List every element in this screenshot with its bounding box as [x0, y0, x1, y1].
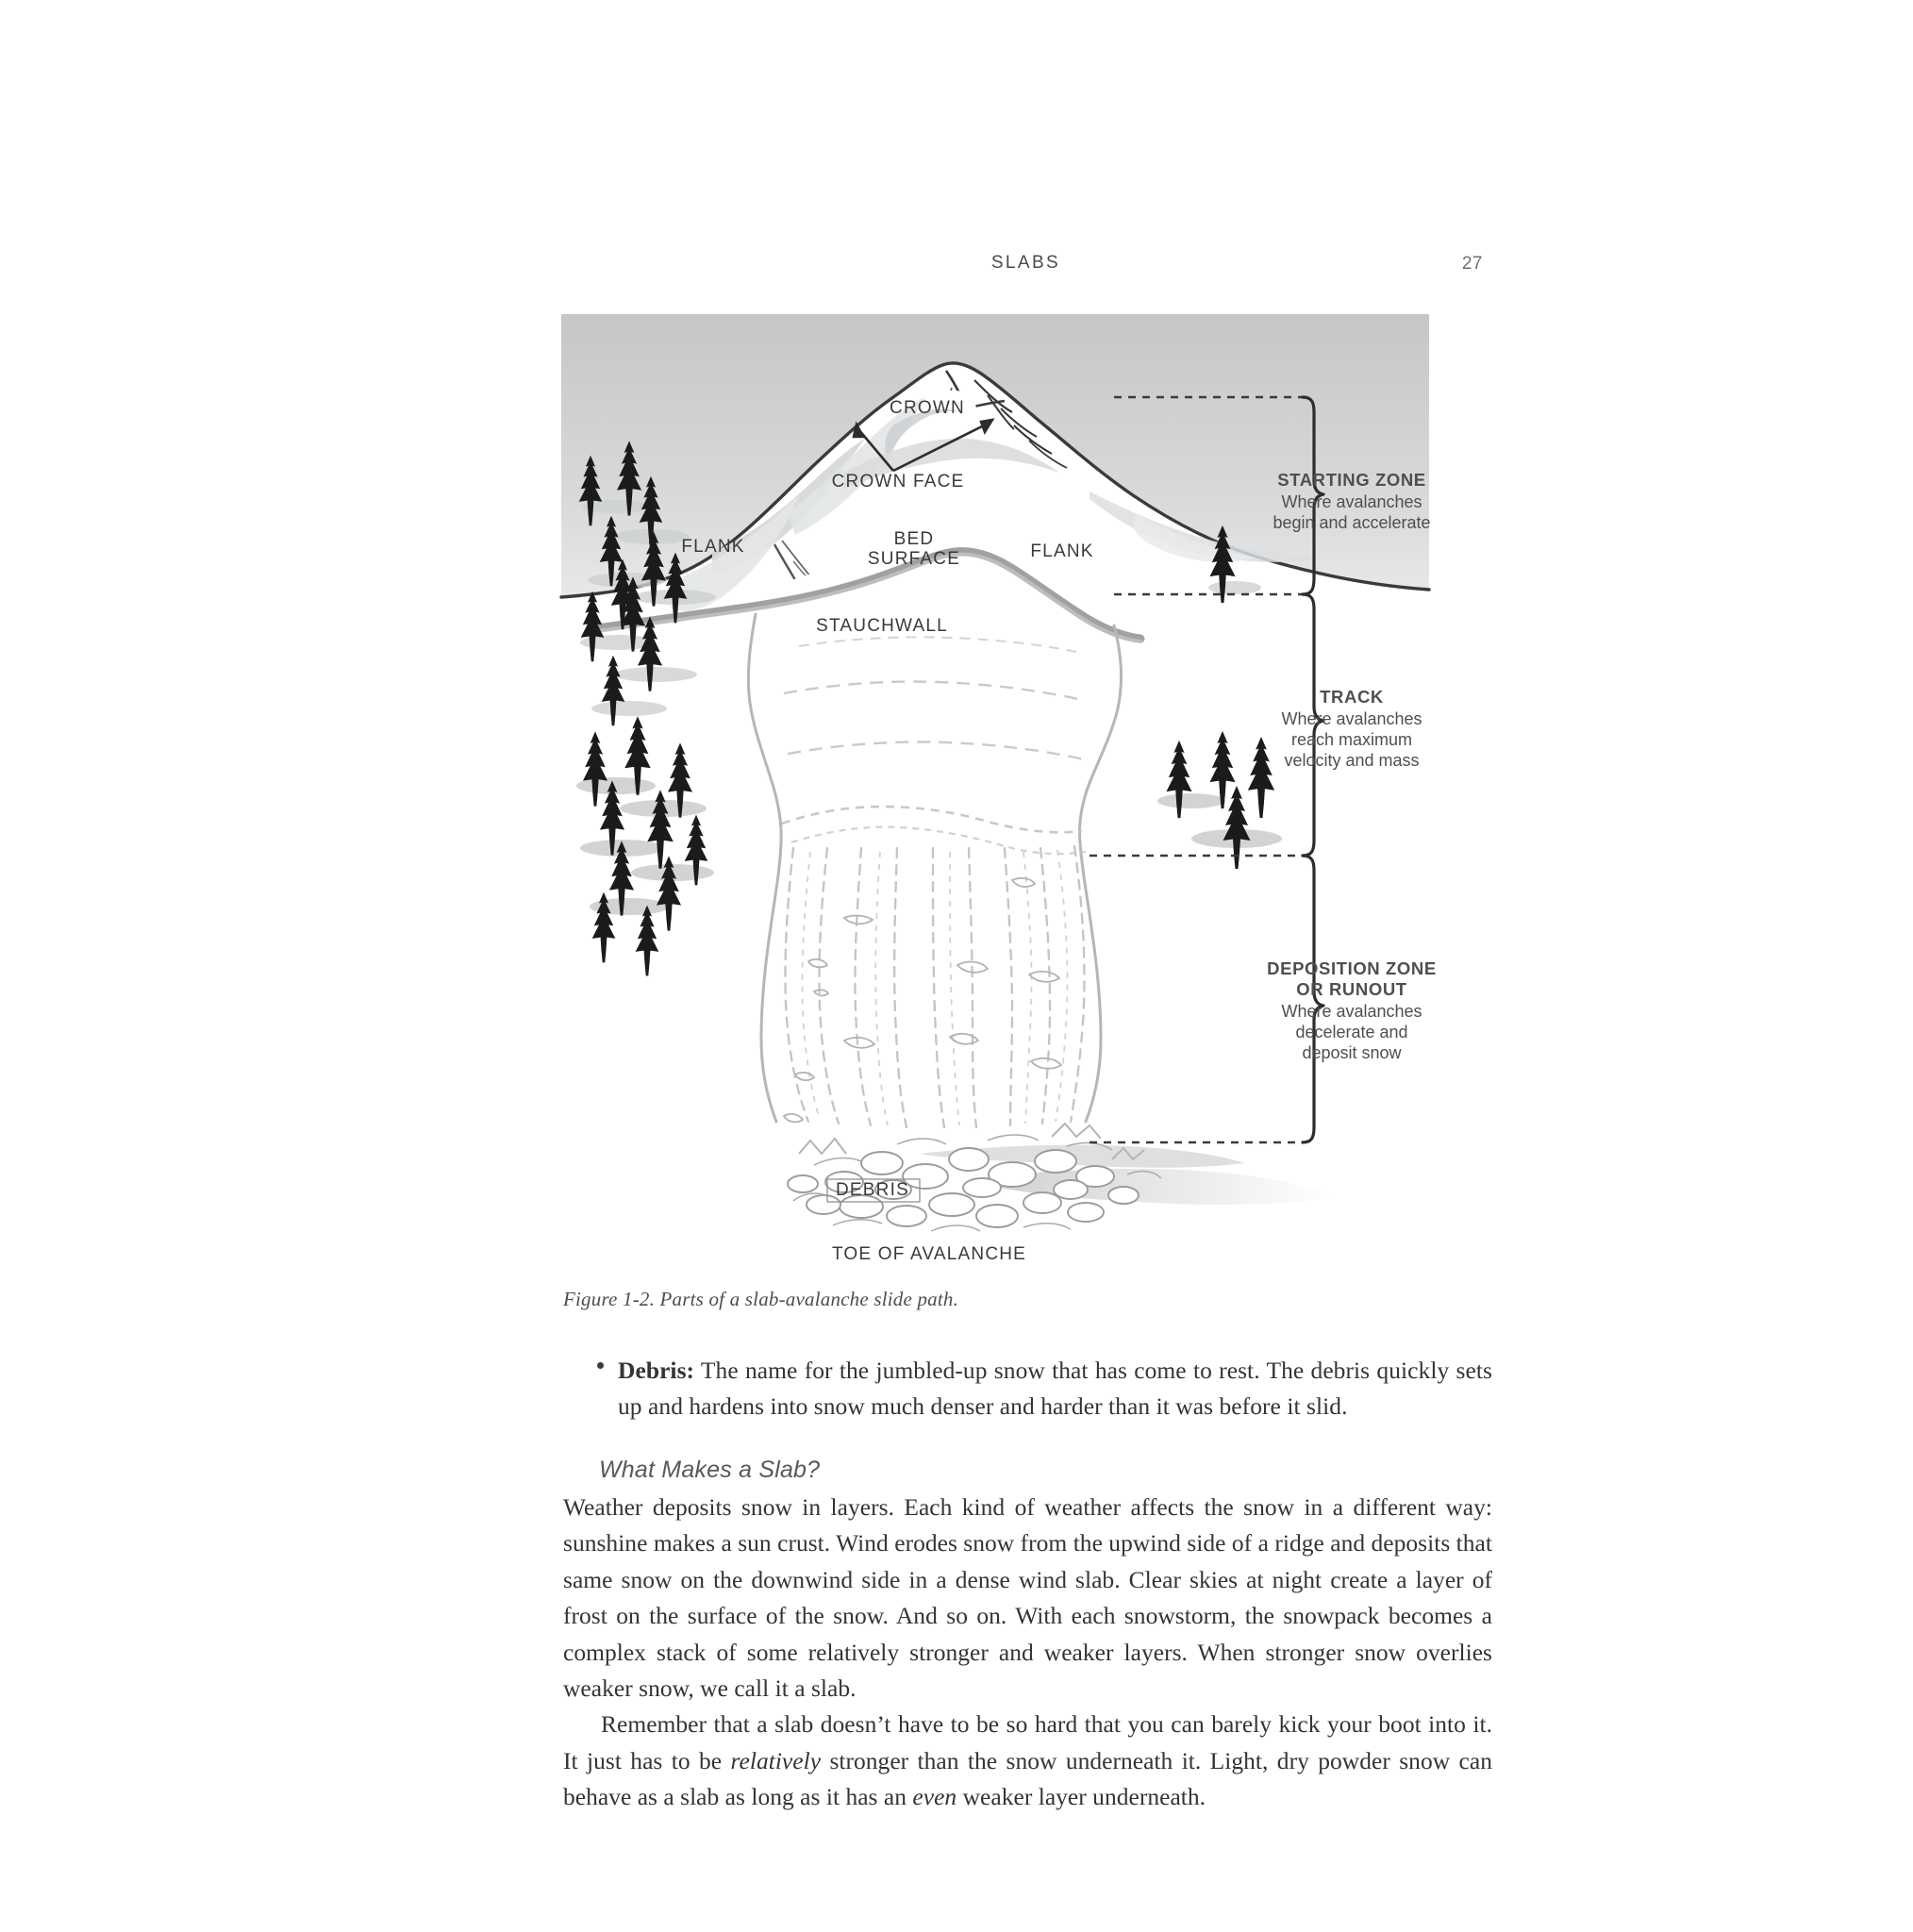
label-flank-right: FLANK — [1030, 541, 1094, 561]
zone-desc-deposition-1: Where avalanches — [1281, 1002, 1422, 1021]
zone-desc-starting-2: begin and accelerate — [1273, 513, 1431, 532]
label-bed-surface-line1: BED — [893, 529, 935, 549]
bullet-marker — [597, 1362, 604, 1369]
zone-desc-deposition-3: deposit snow — [1302, 1043, 1402, 1062]
zone-desc-track-2: reach maximum — [1290, 730, 1413, 749]
paragraph-1: Weather deposits snow in layers. Each kind of weather affects the snow in a different way: sunshine makes a sun crust. Wind erodes snow from the upwind side of a ridge and deposits that same snow on the downwind side in a dense wind slab. Clear skies at night create a layer of frost on the surface of the snow. And so on. With each snowstorm, the snowpack becomes a complex stack of some relatively stronger and weaker layers. When stronger snow overlies weaker snow, we call it a slab. — [563, 1493, 1492, 1703]
page-number: 27 — [1461, 254, 1483, 274]
zone-desc-starting-1: Where avalanches — [1281, 492, 1422, 511]
figure-caption: Figure 1-2. Parts of a slab-avalanche slide path. — [563, 1288, 959, 1310]
zone-title-deposition-1: DEPOSITION ZONE — [1267, 958, 1437, 978]
avalanche-diagram-svg — [561, 314, 1437, 1264]
zone-title-deposition-2: OR RUNOUT — [1296, 979, 1407, 999]
label-crown-face: CROWN FACE — [831, 472, 965, 491]
zone-title-starting: STARTING ZONE — [1277, 470, 1426, 490]
subheading-what-makes-a-slab: What Makes a Slab? — [599, 1457, 821, 1483]
paragraph-2-part-a: Remember that a slab doesn’t have to be so hard that you can barely kick your boot into it. It just has to be — [563, 1710, 1492, 1774]
running-head — [561, 253, 1490, 281]
bullet-body: The name for the jumbled-up snow that has come to rest. The debris quickly sets up and hardens into snow much denser and harder than it was before it slid. — [618, 1357, 1492, 1420]
label-flank-left: FLANK — [681, 537, 745, 557]
paragraph-2-emphasis-even: even — [912, 1783, 957, 1811]
paragraph-2-part-b: stronger than the snow underneath it. Light, dry powder snow can behave as a slab as long as it has an — [563, 1746, 1492, 1811]
zone-desc-track-1: Where avalanches — [1281, 709, 1422, 728]
bullet-text — [618, 1353, 1492, 1424]
bullet-term: Debris: — [618, 1357, 695, 1384]
zone-desc-deposition-2: decelerate and — [1295, 1023, 1408, 1041]
label-debris: DEBRIS — [836, 1180, 909, 1200]
figure-slab-avalanche-slide-path — [561, 314, 1437, 1264]
zone-desc-track-3: velocity and mass — [1284, 751, 1420, 770]
paragraph-2 — [563, 1707, 1492, 1815]
paragraph-2-emphasis-relatively: relatively — [730, 1746, 822, 1774]
label-crown: CROWN — [890, 398, 965, 418]
zone-title-track: TRACK — [1320, 687, 1384, 707]
body-column — [563, 1353, 1492, 1816]
paragraph-2-part-c: weaker layer underneath. — [956, 1783, 1206, 1811]
label-toe-of-avalanche: TOE OF AVALANCHE — [831, 1244, 1027, 1264]
bullet-item-debris — [563, 1353, 1492, 1424]
label-stauchwall: STAUCHWALL — [816, 616, 948, 636]
label-bed-surface-line2: SURFACE — [867, 549, 961, 569]
chapter-title: SLABS — [990, 253, 1061, 273]
